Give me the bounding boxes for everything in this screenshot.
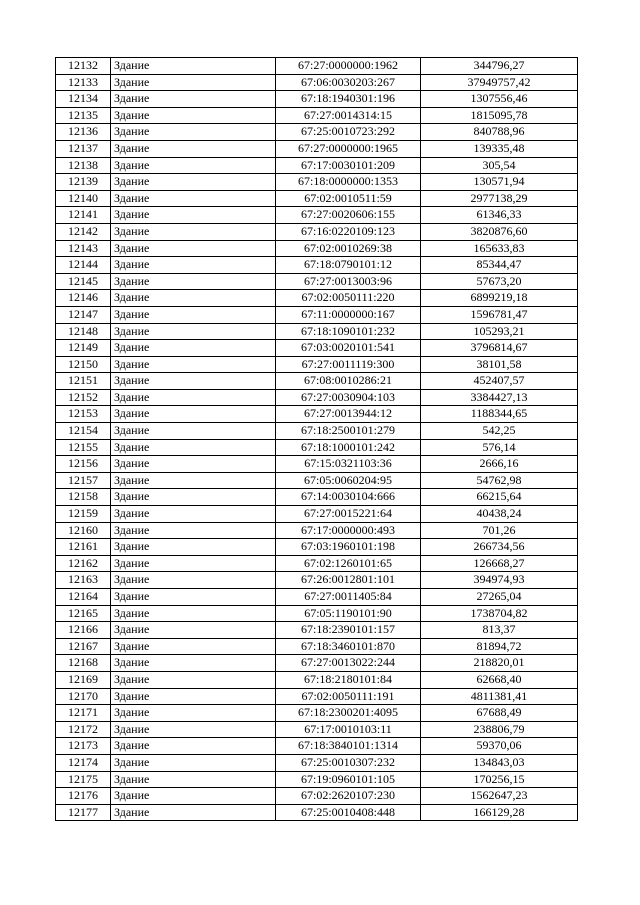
row-number-cell: 12158 [56,489,111,506]
cadastral-value-cell: 54762,98 [421,472,578,489]
object-type-cell: Здание [111,605,276,622]
object-type-cell: Здание [111,340,276,357]
cadastral-number-cell: 67:03:1960101:198 [276,539,421,556]
row-number-cell: 12144 [56,257,111,274]
cadastral-number-cell: 67:05:0060204:95 [276,472,421,489]
row-number-cell: 12173 [56,738,111,755]
row-number-cell: 12163 [56,572,111,589]
object-type-cell: Здание [111,373,276,390]
object-type-cell: Здание [111,622,276,639]
cadastral-number-cell: 67:27:0011405:84 [276,589,421,606]
object-type-cell: Здание [111,506,276,523]
cadastral-value-cell: 139335,48 [421,140,578,157]
cadastral-value-cell: 59370,06 [421,738,578,755]
row-number-cell: 12177 [56,804,111,821]
row-number-cell: 12145 [56,273,111,290]
table-row [56,539,578,556]
cadastral-number-cell: 67:27:0013022:244 [276,655,421,672]
object-type-cell: Здание [111,157,276,174]
row-number-cell: 12142 [56,223,111,240]
row-number-cell: 12138 [56,157,111,174]
row-number-cell: 12148 [56,323,111,340]
row-number-cell: 12176 [56,788,111,805]
table-row [56,223,578,240]
cadastral-number-cell: 67:17:0000000:493 [276,522,421,539]
table-row [56,107,578,124]
cadastral-value-cell: 2977138,29 [421,190,578,207]
cadastral-value-cell: 166129,28 [421,804,578,821]
table-row [56,190,578,207]
table-row [56,306,578,323]
cadastral-value-cell: 105293,21 [421,323,578,340]
row-number-cell: 12135 [56,107,111,124]
cadastral-number-cell: 67:18:1940301:196 [276,91,421,108]
cadastral-number-cell: 67:02:0050111:191 [276,688,421,705]
cadastral-number-cell: 67:27:0030904:103 [276,389,421,406]
cadastral-value-cell: 2666,16 [421,456,578,473]
cadastral-value-cell: 61346,33 [421,207,578,224]
table-row [56,74,578,91]
object-type-cell: Здание [111,572,276,589]
cadastral-number-cell: 67:27:0020606:155 [276,207,421,224]
cadastral-value-cell: 3384427,13 [421,389,578,406]
row-number-cell: 12154 [56,423,111,440]
table-row [56,157,578,174]
cadastral-number-cell: 67:06:0030203:267 [276,74,421,91]
row-number-cell: 12172 [56,721,111,738]
cadastral-value-cell: 3796814,67 [421,340,578,357]
object-type-cell: Здание [111,522,276,539]
cadastral-value-cell: 1188344,65 [421,406,578,423]
row-number-cell: 12147 [56,306,111,323]
cadastral-number-cell: 67:27:0000000:1962 [276,58,421,75]
cadastral-value-cell: 1562647,23 [421,788,578,805]
object-type-cell: Здание [111,257,276,274]
table-row [56,638,578,655]
row-number-cell: 12155 [56,439,111,456]
table-row [56,721,578,738]
row-number-cell: 12166 [56,622,111,639]
cadastral-number-cell: 67:18:0000000:1353 [276,174,421,191]
cadastral-value-cell: 840788,96 [421,124,578,141]
object-type-cell: Здание [111,240,276,257]
object-type-cell: Здание [111,356,276,373]
object-type-cell: Здание [111,323,276,340]
object-type-cell: Здание [111,439,276,456]
table-row [56,439,578,456]
cadastral-value-cell: 27265,04 [421,589,578,606]
cadastral-value-cell: 170256,15 [421,771,578,788]
table-row [56,771,578,788]
property-table [55,57,578,821]
table-row [56,472,578,489]
row-number-cell: 12137 [56,140,111,157]
cadastral-value-cell: 218820,01 [421,655,578,672]
cadastral-number-cell: 67:02:0050111:220 [276,290,421,307]
object-type-cell: Здание [111,589,276,606]
cadastral-value-cell: 126668,27 [421,555,578,572]
cadastral-value-cell: 67688,49 [421,705,578,722]
cadastral-number-cell: 67:18:1090101:232 [276,323,421,340]
cadastral-value-cell: 813,37 [421,622,578,639]
cadastral-number-cell: 67:02:2620107:230 [276,788,421,805]
row-number-cell: 12167 [56,638,111,655]
cadastral-number-cell: 67:17:0010103:11 [276,721,421,738]
object-type-cell: Здание [111,290,276,307]
object-type-cell: Здание [111,140,276,157]
cadastral-value-cell: 266734,56 [421,539,578,556]
cadastral-number-cell: 67:18:3460101:870 [276,638,421,655]
row-number-cell: 12164 [56,589,111,606]
table-row [56,290,578,307]
cadastral-value-cell: 238806,79 [421,721,578,738]
table-row [56,356,578,373]
cadastral-value-cell: 1307556,46 [421,91,578,108]
object-type-cell: Здание [111,804,276,821]
row-number-cell: 12159 [56,506,111,523]
table-row [56,655,578,672]
cadastral-value-cell: 344796,27 [421,58,578,75]
object-type-cell: Здание [111,190,276,207]
object-type-cell: Здание [111,489,276,506]
cadastral-value-cell: 1596781,47 [421,306,578,323]
cadastral-value-cell: 40438,24 [421,506,578,523]
row-number-cell: 12139 [56,174,111,191]
cadastral-number-cell: 67:18:0790101:12 [276,257,421,274]
object-type-cell: Здание [111,472,276,489]
row-number-cell: 12143 [56,240,111,257]
table-row [56,605,578,622]
row-number-cell: 12171 [56,705,111,722]
table-row [56,389,578,406]
cadastral-number-cell: 67:27:0011119:300 [276,356,421,373]
object-type-cell: Здание [111,771,276,788]
cadastral-value-cell: 305,54 [421,157,578,174]
cadastral-number-cell: 67:27:0013003:96 [276,273,421,290]
table-row [56,589,578,606]
table-row [56,58,578,75]
table-row [56,671,578,688]
object-type-cell: Здание [111,58,276,75]
table-row [56,754,578,771]
cadastral-value-cell: 4811381,41 [421,688,578,705]
object-type-cell: Здание [111,688,276,705]
cadastral-value-cell: 134843,03 [421,754,578,771]
row-number-cell: 12151 [56,373,111,390]
table-row [56,688,578,705]
table-row [56,124,578,141]
table-row [56,373,578,390]
cadastral-number-cell: 67:19:0960101:105 [276,771,421,788]
document-page [55,57,578,821]
row-number-cell: 12162 [56,555,111,572]
table-row [56,456,578,473]
cadastral-number-cell: 67:05:1190101:90 [276,605,421,622]
table-row [56,555,578,572]
object-type-cell: Здание [111,107,276,124]
table-row [56,738,578,755]
cadastral-value-cell: 394974,93 [421,572,578,589]
object-type-cell: Здание [111,423,276,440]
row-number-cell: 12150 [56,356,111,373]
row-number-cell: 12157 [56,472,111,489]
table-row [56,506,578,523]
object-type-cell: Здание [111,754,276,771]
table-row [56,140,578,157]
table-row [56,207,578,224]
object-type-cell: Здание [111,273,276,290]
cadastral-number-cell: 67:14:0030104:666 [276,489,421,506]
table-row [56,323,578,340]
cadastral-number-cell: 67:25:0010723:292 [276,124,421,141]
cadastral-value-cell: 576,14 [421,439,578,456]
cadastral-number-cell: 67:18:1000101:242 [276,439,421,456]
table-row [56,705,578,722]
cadastral-number-cell: 67:27:0000000:1965 [276,140,421,157]
table-row [56,257,578,274]
table-row [56,240,578,257]
table-row [56,406,578,423]
cadastral-number-cell: 67:27:0013944:12 [276,406,421,423]
cadastral-number-cell: 67:02:0010511:59 [276,190,421,207]
table-row [56,273,578,290]
object-type-cell: Здание [111,655,276,672]
row-number-cell: 12175 [56,771,111,788]
cadastral-value-cell: 1738704,82 [421,605,578,622]
cadastral-value-cell: 6899219,18 [421,290,578,307]
table-row [56,622,578,639]
row-number-cell: 12174 [56,754,111,771]
cadastral-number-cell: 67:18:2180101:84 [276,671,421,688]
row-number-cell: 12132 [56,58,111,75]
object-type-cell: Здание [111,124,276,141]
object-type-cell: Здание [111,738,276,755]
object-type-cell: Здание [111,74,276,91]
cadastral-value-cell: 542,25 [421,423,578,440]
row-number-cell: 12169 [56,671,111,688]
object-type-cell: Здание [111,456,276,473]
table-row [56,522,578,539]
cadastral-value-cell: 66215,64 [421,489,578,506]
row-number-cell: 12134 [56,91,111,108]
table-row [56,788,578,805]
cadastral-number-cell: 67:27:0014314:15 [276,107,421,124]
object-type-cell: Здание [111,174,276,191]
row-number-cell: 12136 [56,124,111,141]
table-body [56,58,578,821]
object-type-cell: Здание [111,406,276,423]
row-number-cell: 12168 [56,655,111,672]
cadastral-value-cell: 452407,57 [421,373,578,390]
cadastral-number-cell: 67:16:0220109:123 [276,223,421,240]
cadastral-number-cell: 67:11:0000000:167 [276,306,421,323]
cadastral-number-cell: 67:25:0010307:232 [276,754,421,771]
cadastral-number-cell: 67:27:0015221:64 [276,506,421,523]
table-row [56,804,578,821]
cadastral-value-cell: 37949757,42 [421,74,578,91]
cadastral-number-cell: 67:08:0010286:21 [276,373,421,390]
cadastral-value-cell: 165633,83 [421,240,578,257]
row-number-cell: 12153 [56,406,111,423]
cadastral-value-cell: 38101,58 [421,356,578,373]
row-number-cell: 12133 [56,74,111,91]
object-type-cell: Здание [111,705,276,722]
table-row [56,489,578,506]
object-type-cell: Здание [111,389,276,406]
cadastral-number-cell: 67:15:0321103:36 [276,456,421,473]
cadastral-number-cell: 67:18:2500101:279 [276,423,421,440]
object-type-cell: Здание [111,306,276,323]
cadastral-number-cell: 67:17:0030101:209 [276,157,421,174]
cadastral-number-cell: 67:18:2300201:4095 [276,705,421,722]
cadastral-value-cell: 3820876,60 [421,223,578,240]
object-type-cell: Здание [111,788,276,805]
cadastral-number-cell: 67:03:0020101:541 [276,340,421,357]
object-type-cell: Здание [111,539,276,556]
object-type-cell: Здание [111,223,276,240]
table-row [56,174,578,191]
row-number-cell: 12152 [56,389,111,406]
cadastral-value-cell: 130571,94 [421,174,578,191]
object-type-cell: Здание [111,671,276,688]
cadastral-number-cell: 67:18:2390101:157 [276,622,421,639]
row-number-cell: 12146 [56,290,111,307]
row-number-cell: 12149 [56,340,111,357]
row-number-cell: 12140 [56,190,111,207]
cadastral-number-cell: 67:25:0010408:448 [276,804,421,821]
object-type-cell: Здание [111,555,276,572]
table-row [56,91,578,108]
object-type-cell: Здание [111,207,276,224]
object-type-cell: Здание [111,91,276,108]
cadastral-number-cell: 67:02:1260101:65 [276,555,421,572]
cadastral-value-cell: 85344,47 [421,257,578,274]
table-row [56,423,578,440]
object-type-cell: Здание [111,721,276,738]
row-number-cell: 12160 [56,522,111,539]
object-type-cell: Здание [111,638,276,655]
cadastral-value-cell: 57673,20 [421,273,578,290]
cadastral-number-cell: 67:18:3840101:1314 [276,738,421,755]
table-row [56,340,578,357]
row-number-cell: 12161 [56,539,111,556]
row-number-cell: 12141 [56,207,111,224]
cadastral-value-cell: 62668,40 [421,671,578,688]
cadastral-value-cell: 81894,72 [421,638,578,655]
cadastral-number-cell: 67:26:0012801:101 [276,572,421,589]
row-number-cell: 12165 [56,605,111,622]
cadastral-value-cell: 701,26 [421,522,578,539]
cadastral-number-cell: 67:02:0010269:38 [276,240,421,257]
cadastral-value-cell: 1815095,78 [421,107,578,124]
row-number-cell: 12170 [56,688,111,705]
table-row [56,572,578,589]
row-number-cell: 12156 [56,456,111,473]
